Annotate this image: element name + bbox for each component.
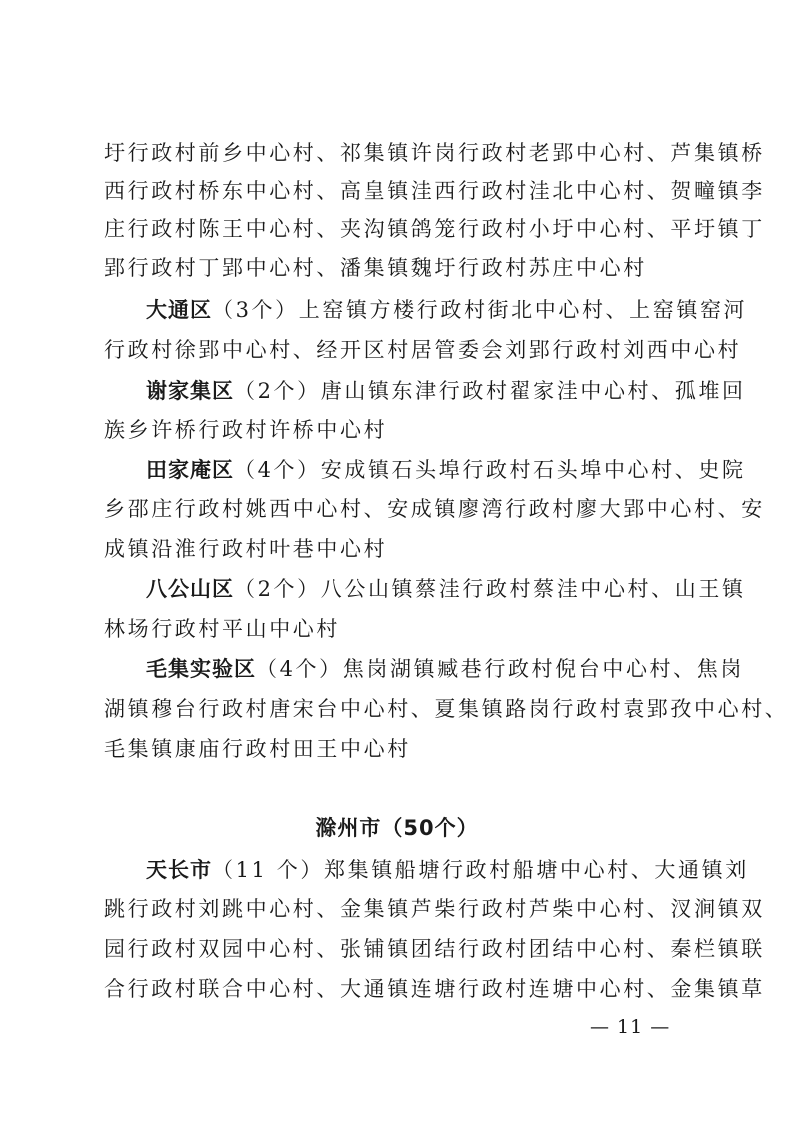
paragraph-text: （11 个）郑集镇船塘行政村船塘中心村、大通镇刘 bbox=[212, 858, 749, 882]
text-line: 乡邵庄行政村姚西中心村、安成镇廖湾行政村廖大郢中心村、安 bbox=[104, 497, 765, 521]
text-line: 园行政村双园中心村、张铺镇团结行政村团结中心村、秦栏镇联 bbox=[104, 937, 765, 961]
text-line: 行政村徐郢中心村、经开区村居管委会刘郢行政村刘西中心村 bbox=[104, 338, 742, 362]
district-name: 大通区 bbox=[146, 298, 212, 322]
paragraph-text: （2个）唐山镇东津行政村翟家洼中心村、孤堆回 bbox=[234, 379, 746, 403]
paragraph-first-line bbox=[146, 654, 744, 684]
section-heading: 滁州市（50个） bbox=[315, 816, 479, 840]
paragraph-text: （4个）焦岗湖镇臧巷行政村倪台中心村、焦岗 bbox=[256, 657, 744, 681]
text-line: 毛集镇康庙行政村田王中心村 bbox=[104, 737, 411, 761]
paragraph-text: （2个）八公山镇蔡洼行政村蔡洼中心村、山王镇 bbox=[234, 577, 746, 601]
paragraph-first-line bbox=[146, 455, 746, 485]
district-name: 毛集实验区 bbox=[146, 657, 256, 681]
district-name: 天长市 bbox=[146, 858, 212, 882]
text-line: 成镇沿淮行政村叶巷中心村 bbox=[104, 537, 388, 561]
district-name: 田家庵区 bbox=[146, 458, 234, 482]
paragraph-first-line bbox=[146, 574, 746, 604]
text-line: 族乡许桥行政村许桥中心村 bbox=[104, 418, 388, 442]
text-line: 圩行政村前乡中心村、祁集镇许岗行政村老郢中心村、芦集镇桥 bbox=[104, 141, 765, 165]
text-line: 郢行政村丁郢中心村、潘集镇魏圩行政村苏庄中心村 bbox=[104, 256, 647, 280]
paragraph-text: （4个）安成镇石头埠行政村石头埠中心村、史院 bbox=[234, 458, 746, 482]
paragraph-first-line bbox=[146, 376, 746, 406]
paragraph-text: （3个）上窑镇方楼行政村街北中心村、上窑镇窑河 bbox=[212, 298, 748, 322]
text-line: 跳行政村刘跳中心村、金集镇芦柴行政村芦柴中心村、汊涧镇双 bbox=[104, 897, 765, 921]
text-line: 合行政村联合中心村、大通镇连塘行政村连塘中心村、金集镇草 bbox=[104, 977, 765, 1001]
text-line: 林场行政村平山中心村 bbox=[104, 617, 340, 641]
district-name: 八公山区 bbox=[146, 577, 234, 601]
paragraph-first-line bbox=[146, 295, 748, 325]
text-line: 西行政村桥东中心村、高皇镇洼西行政村洼北中心村、贺疃镇李 bbox=[104, 179, 765, 203]
text-line: 庄行政村陈王中心村、夹沟镇鸽笼行政村小圩中心村、平圩镇丁 bbox=[104, 217, 765, 241]
paragraph-first-line bbox=[146, 855, 749, 885]
district-name: 谢家集区 bbox=[146, 379, 234, 403]
text-line: 湖镇穆台行政村唐宋台中心村、夏集镇路岗行政村袁郢孜中心村、 bbox=[104, 697, 789, 721]
page-number: — 11 — bbox=[590, 1016, 671, 1038]
